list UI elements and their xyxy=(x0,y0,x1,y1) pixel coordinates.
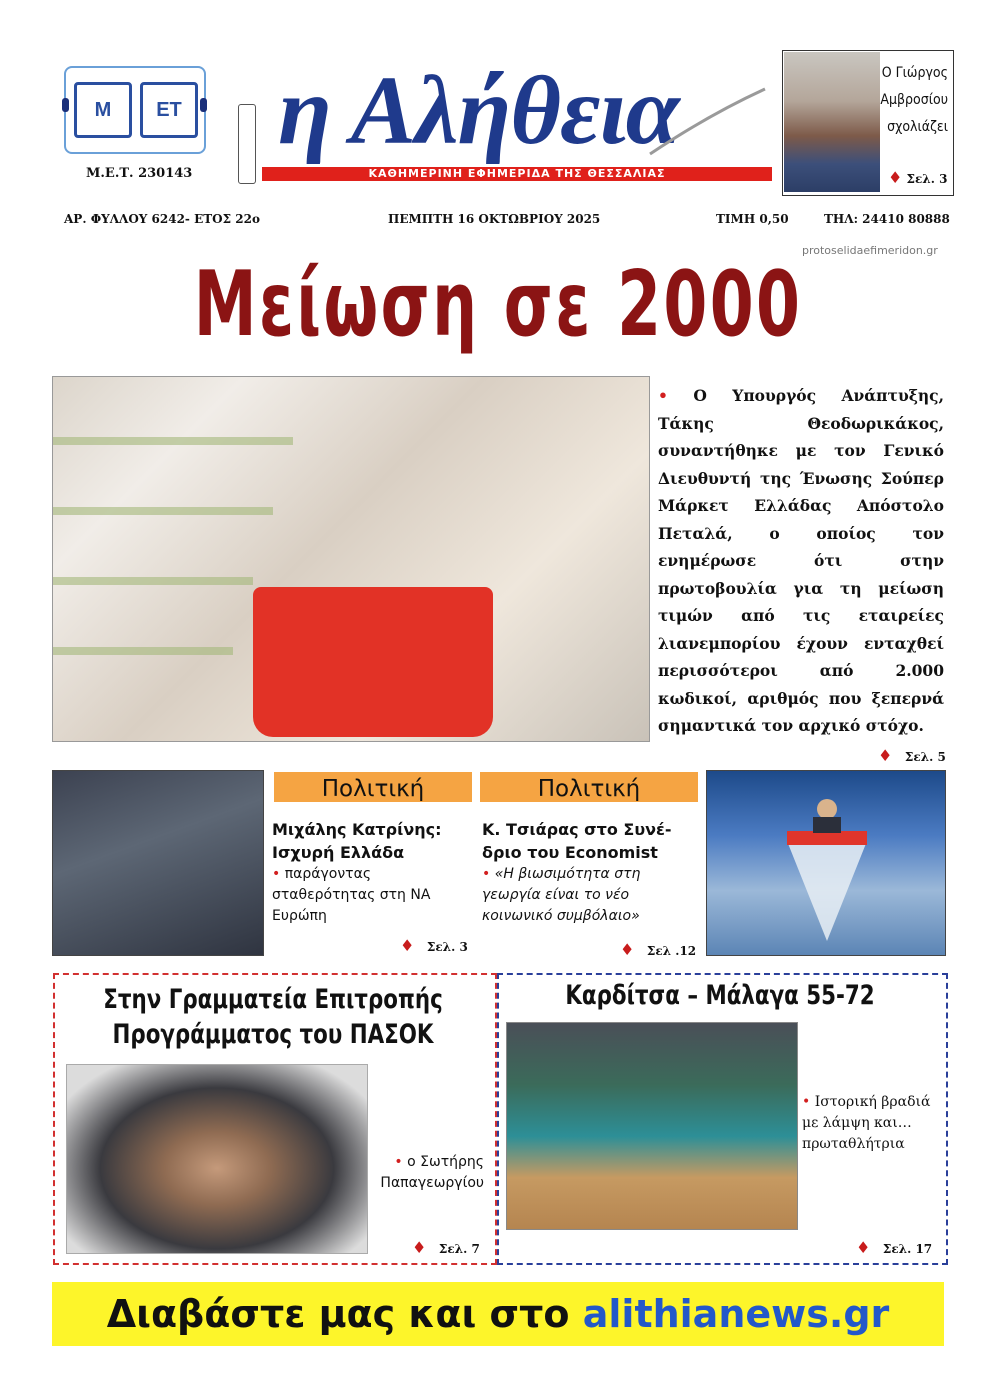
lead-text: Ο Υπουργός Ανάπτυξης, Τάκης Θεοδωρικάκος, συναντήθηκε με τον Γενικό Διευθυντή της Ένωσης Σούπερ Μάρκετ Ελλάδας Απόστολο Πεταλά, ο οποίος τον ενημέρωσε ότι στην πρωτοβουλία για τη μείωση τιμών από τις εταιρείες λιανεμπορίου έχουν ενταχθεί περισσότεροι από 2.000 κωδικοί, αριθμός που ξεπερνά σημαντικά τον αρχικό στόχο. xyxy=(658,386,944,735)
story2-text: «Η βιωσιμότητα στη γεωργία είναι το νέο κοινωνικό συμβόλαιο» xyxy=(482,866,641,924)
podium-graphic xyxy=(707,771,945,955)
story1-text-block xyxy=(272,864,468,927)
story2-head2: δριο του Economist xyxy=(482,843,658,862)
pasok-line2: Παπαγεωργίου xyxy=(380,1175,484,1191)
issue-price: ΤΙΜΗ 0,50 xyxy=(716,212,789,226)
lead-page-ref[interactable] xyxy=(878,746,946,765)
sport-headline[interactable]: Καρδίτσα – Μάλαγα 55-72 xyxy=(565,980,875,1011)
author-line2: Αμβροσίου xyxy=(880,92,948,108)
story2-headline[interactable] xyxy=(482,818,672,864)
swoosh-icon xyxy=(640,84,770,164)
author-line1: Ο Γιώργος xyxy=(881,65,948,81)
pasok-page: Σελ. 7 xyxy=(438,1242,480,1256)
met-left-label: Μ xyxy=(94,98,112,121)
shelf-1 xyxy=(53,437,293,445)
basketball-photo xyxy=(506,1022,798,1230)
katrinis-photo xyxy=(52,770,264,956)
author-page-ref xyxy=(888,168,947,187)
author-line3: σχολιάζει xyxy=(887,119,948,135)
pasok-line1: ο Σωτήρης xyxy=(407,1154,484,1170)
banner-prefix: Διαβάστε μας και στο xyxy=(106,1292,570,1336)
red-basket xyxy=(253,587,493,737)
pasok-caption xyxy=(376,1152,484,1194)
sport-text: Ιστορική βραδιά με λάμψη και… πρωταθλήτρια xyxy=(802,1094,931,1152)
pasok-headline[interactable] xyxy=(86,982,461,1052)
story1-head2: Ισχυρή Ελλάδα xyxy=(272,843,405,862)
story2-page: Σελ .12 xyxy=(646,944,697,958)
masthead-subtitle: ΚΑΘΗΜΕΡΙΝΗ ΕΦΗΜΕΡΙΔΑ ΤΗΣ ΘΕΣΣΑΛΙΑΣ xyxy=(262,167,772,181)
story1-tag: Πολιτική xyxy=(274,772,472,802)
diamond-icon: ♦ xyxy=(878,746,893,765)
bullet-icon: • xyxy=(658,386,668,405)
diamond-icon: ♦ xyxy=(888,168,903,187)
met-number: Μ.Ε.Τ. 230143 xyxy=(86,166,193,181)
story2-page-ref[interactable] xyxy=(620,940,696,959)
diamond-icon: ♦ xyxy=(412,1238,427,1257)
shelf-2 xyxy=(53,507,273,515)
bullet-icon: • xyxy=(482,866,491,882)
diamond-icon: ♦ xyxy=(400,936,415,955)
source-watermark: protoselidaefimeridon.gr xyxy=(802,244,938,257)
story1-head1: Μιχάλης Κατρίνης: xyxy=(272,820,442,839)
phone-number: ΤΗΛ: 24410 80888 xyxy=(824,212,950,226)
sport-page-ref[interactable] xyxy=(856,1238,932,1257)
bullet-icon: • xyxy=(394,1154,403,1170)
met-right-page xyxy=(140,82,198,138)
story1-page: Σελ. 3 xyxy=(426,940,468,954)
bullet-icon: • xyxy=(272,866,281,882)
pasok-head2: Προγράμματος του ΠΑΣΟΚ xyxy=(112,1019,434,1050)
lead-page: Σελ. 5 xyxy=(904,750,946,764)
author-text xyxy=(874,60,948,141)
author-photo xyxy=(784,52,880,192)
story2-text-block xyxy=(482,864,692,927)
seal-icon xyxy=(238,104,256,184)
shelf-4 xyxy=(53,647,233,655)
banner-site-link[interactable]: alithianews.gr xyxy=(582,1292,890,1336)
met-logo xyxy=(64,66,206,154)
sport-page: Σελ. 17 xyxy=(882,1242,933,1256)
papageorgiou-photo xyxy=(66,1064,368,1254)
pasok-page-ref[interactable] xyxy=(412,1238,480,1257)
story1-text: παράγοντας σταθερότητας στη ΝΑ Ευρώπη xyxy=(272,866,431,924)
pasok-head1: Στην Γραμματεία Επιτροπής xyxy=(103,984,443,1015)
supermarket-photo xyxy=(52,376,650,742)
author-page: Σελ. 3 xyxy=(906,172,948,186)
shelf-3 xyxy=(53,577,253,585)
story2-head1: Κ. Τσιάρας στο Συνέ- xyxy=(482,820,672,839)
diamond-icon: ♦ xyxy=(620,940,635,959)
met-dot-right xyxy=(200,98,207,112)
masthead-title: η Αλήθεια xyxy=(278,57,679,165)
met-left-page xyxy=(74,82,132,138)
story1-headline[interactable] xyxy=(272,818,442,864)
economist-conference-photo xyxy=(706,770,946,956)
lead-article xyxy=(658,382,944,740)
bullet-icon: • xyxy=(802,1094,811,1110)
main-headline[interactable]: Μείωση σε 2000 xyxy=(193,252,803,357)
diamond-icon: ♦ xyxy=(856,1238,871,1257)
met-dot-left xyxy=(62,98,69,112)
story1-page-ref[interactable] xyxy=(400,936,468,955)
sport-caption xyxy=(802,1092,934,1155)
story2-tag: Πολιτική xyxy=(480,772,698,802)
met-right-label: ΕΤ xyxy=(156,98,182,121)
issue-date: ΠΕΜΠΤΗ 16 ΟΚΤΩΒΡΙΟΥ 2025 xyxy=(388,212,601,226)
issue-number: ΑΡ. ΦΥΛΛΟΥ 6242- ΕΤΟΣ 22ο xyxy=(64,212,260,226)
website-banner-text[interactable] xyxy=(52,1282,944,1346)
